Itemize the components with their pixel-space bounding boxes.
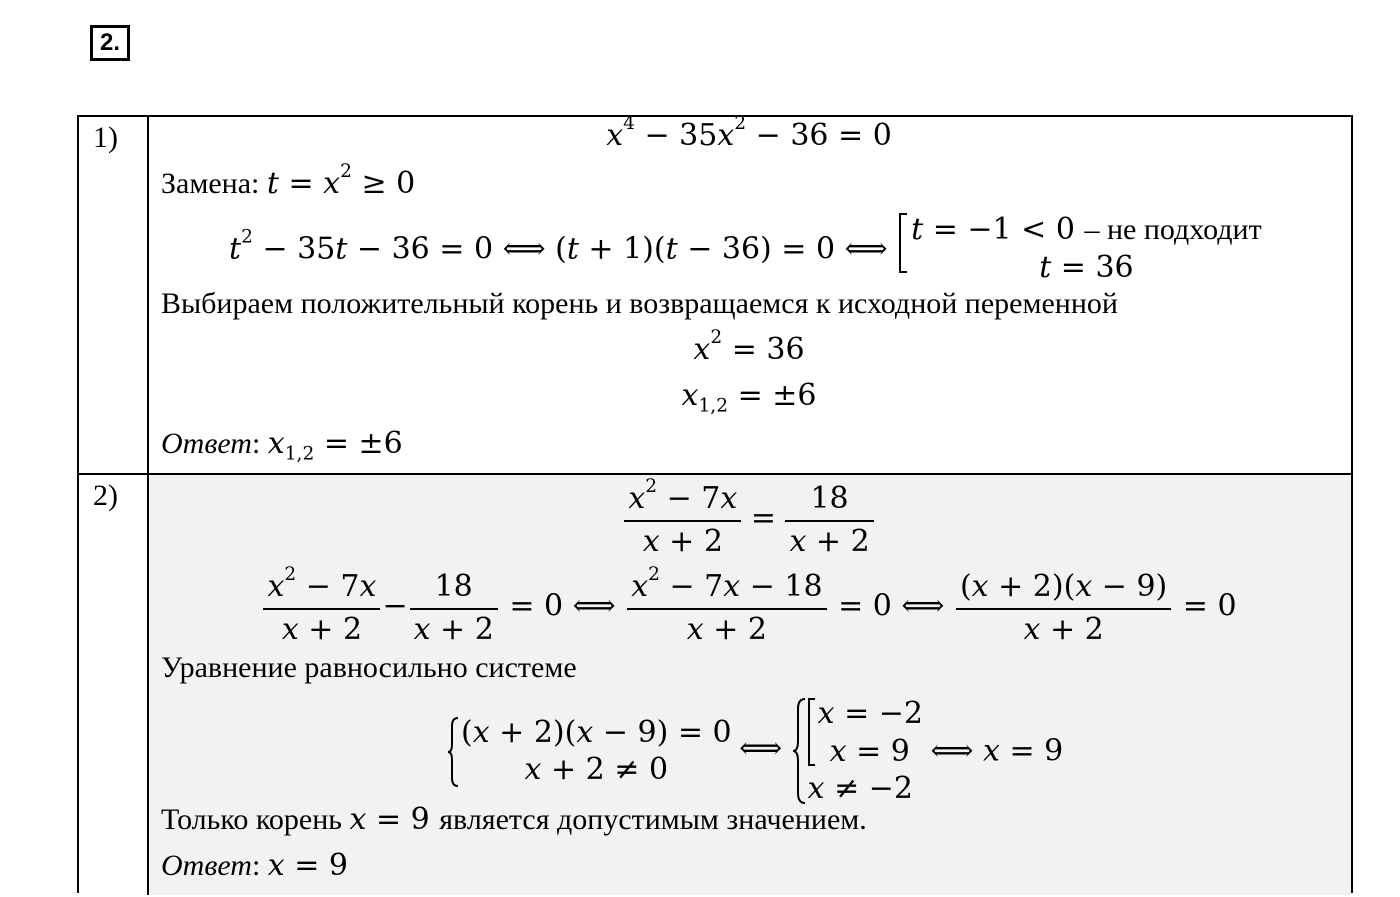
- substitution-label: Замена:: [161, 167, 260, 200]
- biquadratic-equation: $x^4 - 35x^2 - 36 = 0$: [606, 113, 892, 153]
- rational-equation: $\frac{x^2 - 7x}{x + 2}$ = $\frac{18}{x + 2}$: [79, 479, 1351, 562]
- back-substitution: $x^2 = 36$: [693, 327, 805, 367]
- quadratic-solution: $t^2 - 35t - 36 = 0$ ⟺ (t + 1)(t − 36) = 0 ⟺ t = −1 < 0 – не подходит t = 36: [229, 212, 1262, 285]
- solution-row-1: [79, 113, 1351, 473]
- substitution-line: Замена: $t = x^2 \ge 0$: [161, 161, 416, 201]
- answer-line: Ответ: x = 9: [161, 848, 348, 883]
- row-number: 1): [93, 121, 118, 154]
- solution-row-2: [79, 473, 1351, 895]
- row-number-cell: [79, 117, 149, 473]
- answer-label: Ответ: [161, 849, 252, 882]
- solution-table: [77, 115, 1353, 893]
- answer-label: Ответ: [161, 427, 252, 460]
- case-bracket: t = −1 < 0 – не подходит t = 36: [897, 211, 1262, 286]
- explanation-text: Выбираем положительный корень и возвращаемся к исходной переменной: [161, 287, 1118, 320]
- roots-line: $x_{1,2} = \pm 6$: [681, 378, 817, 417]
- system-intro-text: Уравнение равносильно системе: [161, 651, 577, 684]
- task-number-box: 2.: [90, 25, 130, 61]
- row-number: 2): [93, 479, 118, 512]
- conclusion-line: Только корень x = 9 является допустимым значением.: [161, 802, 867, 837]
- second-system: x = −2 x = 9 x ≠ −2: [792, 695, 923, 808]
- case1-note: – не подходит: [1084, 213, 1262, 246]
- system-solution: (x + 2)(x − 9) = 0 x + 2 ≠ 0 ⟺ x = −2 x = 9 x ≠ −2 ⟺ x = 9: [447, 695, 1063, 808]
- first-system: (x + 2)(x − 9) = 0 x + 2 ≠ 0: [447, 714, 732, 789]
- answer-line: Ответ: $x_{1,2} = \pm 6$: [161, 426, 403, 465]
- equivalent-transformations: $\frac{x^2 - 7x}{x + 2}$ − $\frac{18}{x + 2}$ = 0 ⟺ $\frac{x^2 - 7x - 18}{x + 2}$ = 0 ⟺ $\frac{(x + 2)(x - 9)}{x + 2}$ = 0: [79, 567, 1351, 650]
